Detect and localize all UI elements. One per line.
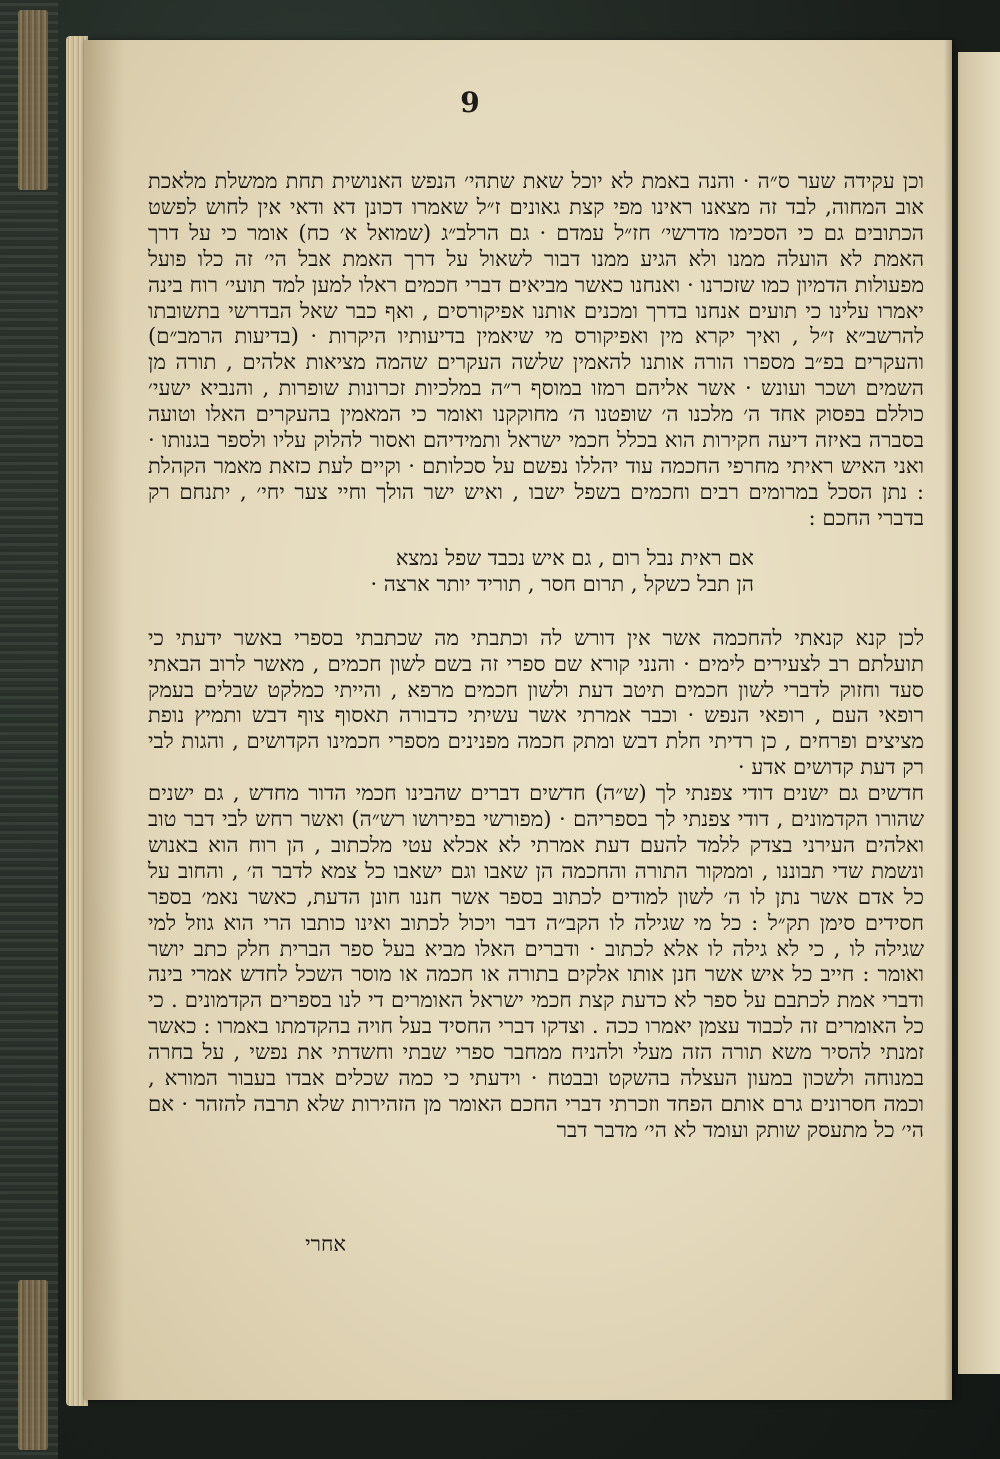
next-page-edge	[958, 52, 1000, 1374]
page-gutter-shadow	[84, 40, 124, 1400]
page-edge-shadow	[944, 40, 952, 1400]
page-number: 9	[460, 86, 480, 119]
book-spine	[0, 0, 58, 1459]
poem-verse	[148, 545, 924, 597]
spine-tape-top	[18, 10, 48, 190]
paragraph: חדשים גם ישנים דודי צפנתי לך (ש״ה) חדשים דברים שהבינו חכמי הדור מחדש , גם ישנים שהורו הקדמונים , דודי צפנתי לך בספריהם · (מפורשי בפירושו רש״ה) ואשר רחש לבי דבר טוב ואלהים העירני בצדק ללמד להעם דעת אמרתי לא אכלא עטי מלכתוב , הן רוח הוא באנוש ונשמת שדי תבוננו , וממקור התורה והחכמה הן שאבו וגם ישאבו כל צמא לדבר ה׳ , והחוב על כל אדם אשר נתן לו ה׳ לשון למודים לכתוב בספר אשר חננו חונן הדעת, כאשר נאמ׳ בספר חסידים סימן תק״ל : כל מי שגילה לו הקב״ה דבר ויכול לכתוב ואינו כותבו הרי הוא גוזל למי שגילה לו , כי לא גילה לו אלא לכתוב · ודברים האלו מביא בעל ספר הברית חלק כתב יושר ואומר : חייב כל איש אשר חנן אותו אלקים בתורה או חכמה או מוסר השכל לחדש אמרי בינה ודברי אמת לכתבם על ספר לא כדעת קצת חכמי ישראל האומרים די לנו בספרים הקדמונים . כי כל האומרים זה לכבוד עצמן יאמרו ככה . וצדקו דברי החסיד בעל חויה בהקדמתו באמרו : כאשר זמנתי להסיר משא תורה הזה מעלי ולהניח ממחבר ספרי שבתי וחשדתי את נפשי , על בחרה במנוחה ולשכון במעון העצלה בהשקט ובבטח · וידעתי כי כמה שכלים אבדו בעבור המורא , וכמה חסרונים גרם אותם הפחד וזכרתי דברי החכם האומר מן הזהירות שלא תרבה להזהר · אם הי׳ כל מתעסק שותק ועומד לא הי׳ מדבר דבר	[148, 780, 924, 1142]
main-text	[148, 168, 924, 1143]
catchword: אחרי	[305, 1232, 346, 1256]
poem-line: אם ראית נבל רום , גם איש נכבד שפל נמצא	[395, 545, 754, 570]
poem-line: הן תבל כשקל , תרום חסר , תוריד יותר ארצה ·	[370, 571, 754, 596]
spine-tape-bottom	[18, 1280, 48, 1450]
paragraph: וכן עקידה שער ס״ה · והנה באמת לא יוכל שאת שתהי׳ הנפש האנושית תחת ממשלת מלאכת אוב המחוה, לבד זה מצאנו ראינו מפי קצת גאונים ז״ל שאמרו דכונן דא ודאי אין לחוש לפשט הכתובים גם כי הסכימו מדרשי׳ חז״ל עמדם · גם הרלב״ג (שמואל א׳ כח) אומר כי על דרך האמת לא הועלה ממנו ולא הגיע ממנו דבור לשאול על דרך האמת אבל הי׳ זה כלו פועל מפעולות הדמיון כמו שזכרנו · ואנחנו כאשר מביאים דברי חכמים ראלו למען למד תועי׳ רוח בינה יאמרו עלינו כי תועים אנחנו בדרך ומכנים אותנו אפיקורסים , ואף כבר שאל הבדרשי בתשובתו להרשב״א ז״ל , ואיך יקרא מין ואפיקורס מי שיאמין בדיעותיו היקרות · (בדיעות הרמב״ם) והעקרים בפ״ב מספרו הורה אותנו להאמין שלשה העקרים שהמה מציאות אלהים , תורה מן השמים ושכר ועונש · אשר אליהם רמזו במוסף ר״ה במלכיות זכרונות שופרות , והנביא ישעי׳ כוללם בפסוק אחד ה׳ מלכנו ה׳ שופטנו ה׳ מחוקקנו ואומר כי המאמין בהעקרים האלו וטועה בסברה באיזה דיעה חקירות הוא בכלל חכמי ישראל ותמידיהם ואסור להלוק עליו ולספר בגנותו · ואני האיש ראיתי מחרפי החכמה עוד יהללו נפשם על סכלותם · וקיים לעת כזאת מאמר הקהלת : נתן הסכל במרומים רבים וחכמים בשפל ישבו , ואיש ישר הולך וחיי צער יחי׳ , יתנחם רק בדברי החכם :	[148, 168, 924, 530]
paragraph: לכן קנא קנאתי להחכמה אשר אין דורש לה וכתבתי מה שכתבתי בספרי באשר ידעתי כי תועלתם רב לצעירים לימים · והנני קורא שם ספרי זה בשם לשון חכמים , מאשר לרוב הבאתי סעד וחזוק לדברי לשון חכמים תיטב דעת ולשון חכמים מרפא , והייתי כמלקט שבלים בעמק רופאי העם , רופאי הנפש · וכבר אמרתי אשר עשיתי כדבורה תאסוף צוף דבש ותמיץ נופת מציצים ופרחים , כן רדיתי חלת דבש ומתק חכמה מפנינים מספרי חכמינו הקדושים , והגות לבי רק דעת קדושים אדע ·	[148, 624, 924, 780]
